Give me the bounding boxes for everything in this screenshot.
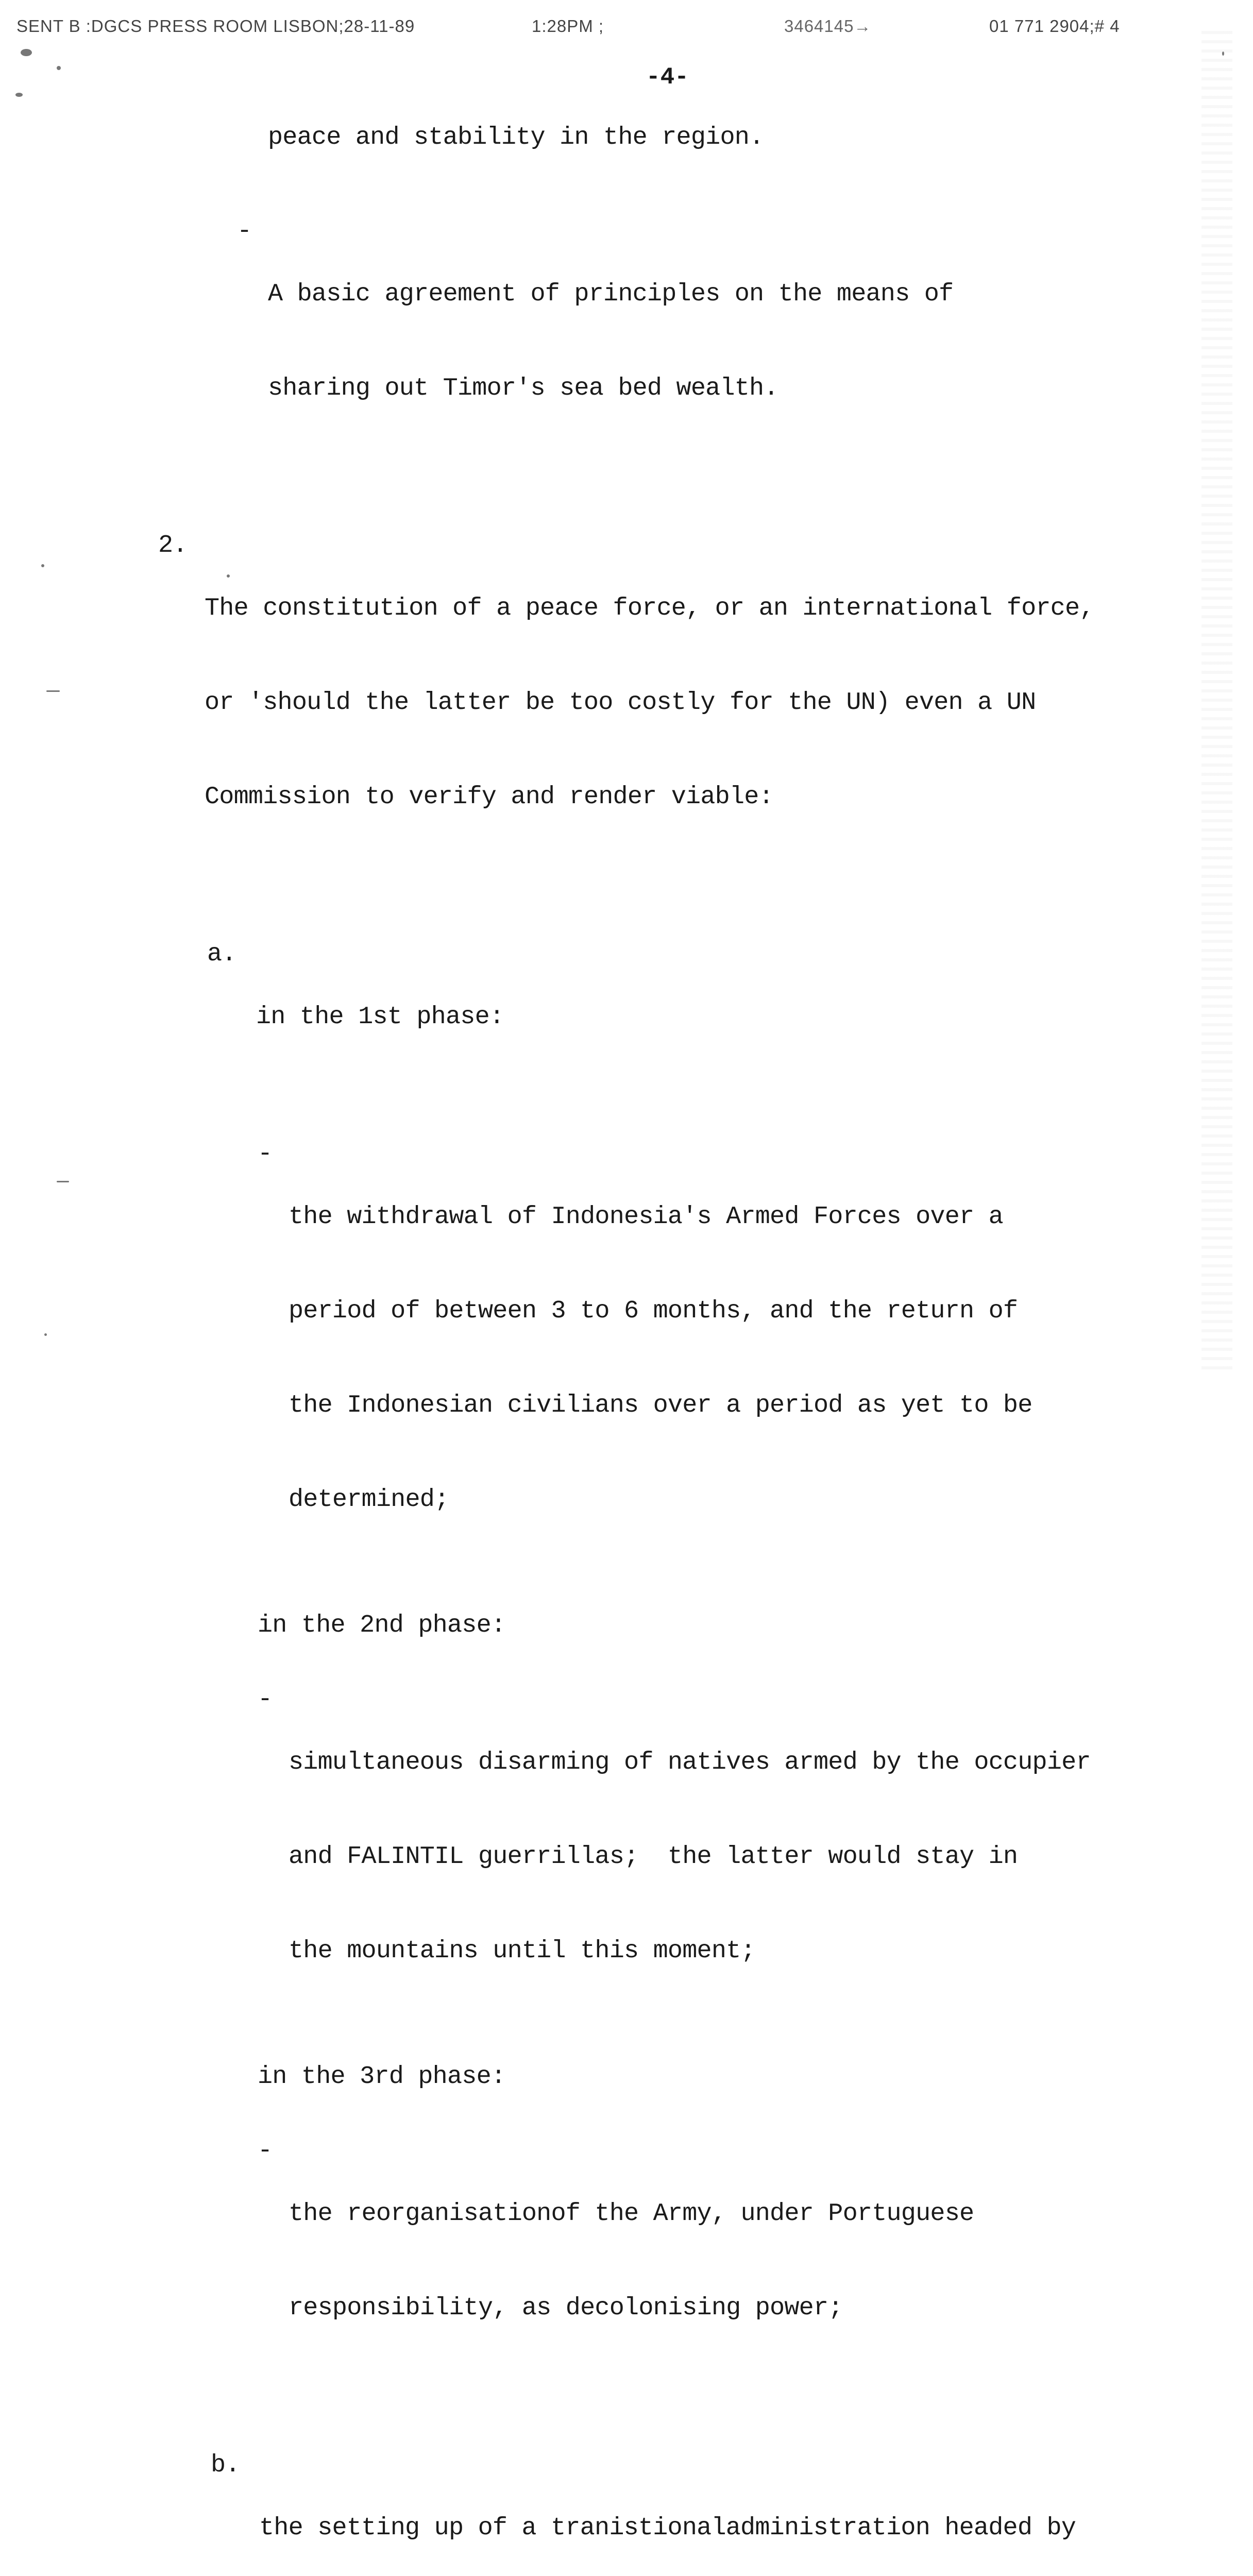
- phase-3-line-1: the reorganisationof the Army, under Portuguese: [289, 2199, 974, 2228]
- phase-2-line-2: and FALINTIL guerrillas; the latter would stay in: [289, 1842, 1018, 1871]
- intro-line: peace and stability in the region.: [268, 123, 764, 151]
- item-a-heading: [207, 907, 1253, 1095]
- scan-speck: [41, 564, 44, 567]
- item-2-line-3: Commission to verify and render viable:: [205, 783, 773, 811]
- scan-speck: [227, 574, 230, 578]
- phase-2-line-3: the mountains until this moment;: [289, 1937, 755, 1965]
- phase-1-line-2: period of between 3 to 6 months, and the return of: [289, 1297, 1018, 1325]
- phase-1-bullet: [258, 1107, 1253, 1578]
- phase-3-heading: in the 3rd phase:: [258, 2062, 506, 2091]
- scan-speck: [46, 690, 60, 692]
- document-body: [0, 122, 1253, 2576]
- item-a-marker: a.: [207, 940, 236, 968]
- phase-3-line-2: responsibility, as decolonising power;: [289, 2294, 843, 2322]
- bullet-sea-bed: [237, 184, 1253, 467]
- bullet-marker: -: [237, 217, 252, 245]
- item-b-marker: b.: [211, 2451, 240, 2479]
- scan-speck: [21, 49, 32, 56]
- item-2: [158, 498, 1253, 875]
- page-number: -4-: [646, 64, 689, 91]
- phase-1-line-4: determined;: [289, 1485, 449, 1514]
- phase-2-line-1: simultaneous disarming of natives armed by the occupier: [289, 1748, 1091, 1776]
- fax-number: 3464145→: [784, 16, 872, 36]
- fax-page-indicator: 01 771 2904;# 4: [989, 16, 1120, 36]
- scan-speck: [57, 66, 61, 70]
- bullet-marker: -: [258, 1140, 273, 1168]
- bullet-marker: -: [258, 1685, 273, 1714]
- bullet-sea-bed-line-2: sharing out Timor's sea bed wealth.: [268, 374, 778, 402]
- item-2-marker: 2.: [158, 531, 188, 560]
- scan-speck: [44, 1333, 47, 1336]
- bullet-sea-bed-line-1: A basic agreement of principles on the means of: [268, 280, 954, 308]
- scan-speck: [15, 93, 23, 97]
- fax-sender: SENT B :DGCS PRESS ROOM LISBON;28-11-89: [16, 16, 415, 36]
- phase-2-heading: in the 2nd phase:: [258, 1611, 506, 1639]
- fax-transmission-header: [16, 16, 1232, 42]
- scan-speck: [57, 1181, 69, 1182]
- item-2-line-1: The constitution of a peace force, or an international force,: [205, 594, 1094, 622]
- item-b-line-1: the setting up of a tranistionaladministration headed by: [259, 2514, 1076, 2542]
- bullet-marker: -: [258, 2137, 273, 2165]
- phase-3-bullet: [258, 2104, 1253, 2386]
- phase-1-line-3: the Indonesian civilians over a period as yet to be: [289, 1391, 1032, 1419]
- phase-1-heading: in the 1st phase:: [256, 1003, 504, 1031]
- phase-2-bullet: [258, 1652, 1253, 2029]
- fax-time: 1:28PM ;: [532, 16, 604, 36]
- item-2-line-2: or 'should the latter be too costly for the UN) even a UN: [205, 688, 1036, 717]
- phase-1-line-1: the withdrawal of Indonesia's Armed Forces over a: [289, 1202, 1003, 1231]
- scan-speck: [1222, 52, 1224, 56]
- item-b: [211, 2418, 1253, 2576]
